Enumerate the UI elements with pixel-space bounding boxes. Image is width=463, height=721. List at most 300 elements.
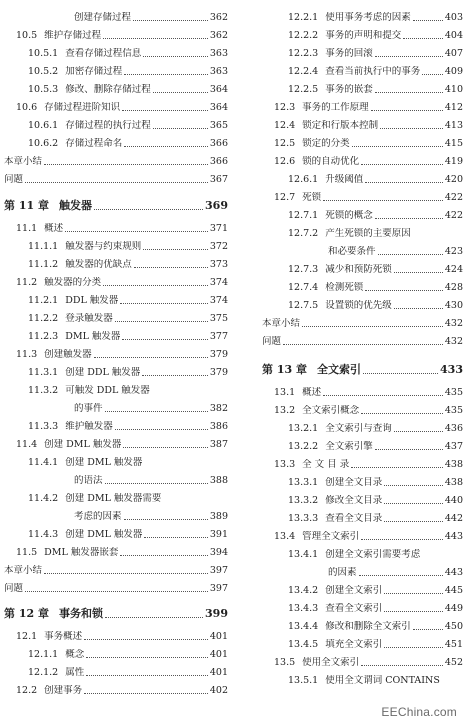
toc-page-number: 362 [209, 30, 228, 41]
toc-page-number: 419 [444, 156, 463, 167]
toc-entry-title: 存储过程的执行过程 [65, 120, 151, 131]
toc-chapter-entry [0, 199, 228, 213]
toc-page-number: 437 [444, 441, 463, 452]
watermark-text: EEChina.com [381, 705, 457, 719]
toc-entry-number: 11.3 [16, 349, 38, 360]
toc-entry [262, 423, 463, 435]
toc-entry-title: 存储过程命名 [65, 138, 123, 149]
toc-entry [0, 223, 228, 235]
toc-leader-dots [86, 675, 208, 676]
toc-entry-title: 本章小结 [4, 565, 43, 576]
toc-entry-title: 修改、删除存储过程 [65, 84, 151, 95]
toc-leader-dots [94, 357, 208, 358]
toc-page-number: 366 [209, 156, 228, 167]
toc-entry-title: 全 文 目 录 [302, 459, 350, 470]
toc-leader-dots [44, 164, 208, 165]
toc-page-number: 373 [209, 259, 228, 270]
toc-leader-dots [103, 285, 208, 286]
toc-leader-dots [120, 303, 208, 304]
toc-entry [262, 567, 463, 579]
toc-entry [262, 441, 463, 453]
toc-entry-number: 10.6 [16, 102, 38, 113]
toc-leader-dots [361, 164, 443, 165]
toc-entry-number: 第 11 章 [4, 199, 49, 212]
toc-leader-dots [384, 485, 443, 486]
toc-entry-title: 概述 [302, 387, 322, 398]
toc-entry-number: 11.2.2 [28, 313, 59, 324]
toc-entry-title: 锁定的分类 [302, 138, 350, 149]
toc-entry-title: 触发器与约束规则 [65, 241, 142, 252]
toc-page-number: 389 [209, 511, 228, 522]
toc-leader-dots [105, 483, 208, 484]
toc-leader-dots [384, 611, 443, 612]
toc-page-number: 401 [209, 631, 228, 642]
toc-entry-title: DML 触发器 [65, 331, 121, 342]
toc-entry-number: 11.4.1 [28, 457, 59, 468]
toc-leader-dots [153, 92, 208, 93]
toc-entry-title: 存储过程进阶知识 [44, 102, 121, 113]
toc-page-number: 402 [209, 685, 228, 696]
toc-entry-number: 13.4.4 [288, 621, 319, 632]
toc-page-number: 364 [209, 102, 228, 113]
toc-entry-title: 修改全文目录 [325, 495, 383, 506]
toc-entry [262, 246, 463, 258]
toc-leader-dots [134, 267, 208, 268]
toc-page-number: 394 [209, 547, 228, 558]
toc-leader-dots [394, 272, 443, 273]
toc-entry [262, 603, 463, 615]
toc-page-number: 401 [209, 667, 228, 678]
toc-entry-number: 13.3.1 [288, 477, 319, 488]
toc-page-number: 443 [444, 567, 463, 578]
toc-entry [0, 439, 228, 451]
toc-entry [0, 313, 228, 325]
toc-entry [262, 84, 463, 96]
toc-entry-title: 事务概述 [44, 631, 83, 642]
toc-page-number: 438 [444, 459, 463, 470]
toc-page-number: 403 [444, 12, 463, 23]
toc-leader-dots [380, 128, 443, 129]
toc-entry [262, 12, 463, 24]
toc-entry-title: 全文索引擎 [325, 441, 373, 452]
toc-page-number: 375 [209, 313, 228, 324]
toc-entry-number: 12.2.4 [288, 66, 319, 77]
toc-page-number: 423 [444, 246, 463, 257]
toc-entry-title: 考虑的因素 [74, 511, 122, 522]
toc-entry-title: 事务和锁 [58, 607, 103, 620]
toc-entry-title: 登录触发器 [65, 313, 113, 324]
toc-entry-number: 13.2 [274, 405, 296, 416]
toc-entry-number: 11.2 [16, 277, 38, 288]
toc-entry-number: 13.5.1 [288, 675, 319, 686]
toc-entry [0, 421, 228, 433]
toc-page-number: 372 [209, 241, 228, 252]
toc-leader-dots [378, 254, 443, 255]
toc-entry-title: 死锁的概念 [325, 210, 373, 221]
toc-page-number: 399 [205, 607, 228, 620]
toc-entry [262, 102, 463, 114]
toc-leader-dots [365, 182, 443, 183]
toc-entry-number: 10.6.2 [28, 138, 59, 149]
toc-entry-title: 创建 DDL 触发器 [65, 367, 141, 378]
toc-leader-dots [394, 308, 443, 309]
toc-leader-dots [143, 249, 208, 250]
toc-entry [262, 531, 463, 543]
toc-entry-number: 13.2.1 [288, 423, 319, 434]
toc-entry [0, 403, 228, 415]
toc-entry-number: 11.3.1 [28, 367, 59, 378]
toc-entry [262, 639, 463, 651]
toc-leader-dots [361, 413, 443, 414]
toc-page-number: 452 [444, 657, 463, 668]
toc-page-number: 363 [209, 48, 228, 59]
toc-page-number: 435 [444, 387, 463, 398]
toc-page-number: 388 [209, 475, 228, 486]
toc-entry-title: 锁定和行版本控制 [302, 120, 379, 131]
toc-entry [262, 621, 463, 633]
toc-entry-title: 事务的工作原理 [302, 102, 369, 113]
toc-entry [0, 174, 228, 186]
toc-page-number: 401 [209, 649, 228, 660]
toc-entry [262, 48, 463, 60]
toc-leader-dots [65, 231, 208, 232]
toc-page-number: 445 [444, 585, 463, 596]
toc-page-number: 410 [444, 84, 463, 95]
toc-leader-dots [359, 575, 443, 576]
toc-entry-number: 10.5.3 [28, 84, 59, 95]
toc-entry [0, 583, 228, 595]
toc-leader-dots [352, 146, 443, 147]
toc-page-number: 377 [209, 331, 228, 342]
toc-entry [0, 259, 228, 271]
toc-page-number: 367 [209, 174, 228, 185]
toc-entry-title: 修改和删除全文索引 [325, 621, 411, 632]
toc-leader-dots [375, 92, 443, 93]
toc-entry [0, 349, 228, 361]
toc-leader-dots [283, 344, 443, 345]
toc-leader-dots [403, 38, 443, 39]
toc-entry-title: 触发器的优缺点 [65, 259, 132, 270]
toc-leader-dots [105, 617, 203, 618]
toc-entry [0, 385, 228, 397]
toc-leader-dots [384, 647, 443, 648]
toc-entry-title: 触发器的分类 [44, 277, 102, 288]
toc-entry [262, 405, 463, 417]
toc-entry-number: 11.1.2 [28, 259, 59, 270]
toc-entry-title: 创建全文目录 [325, 477, 383, 488]
toc-entry-title: 升级阈值 [325, 174, 364, 185]
toc-entry [0, 156, 228, 168]
toc-entry-title: 管理全文索引 [302, 531, 360, 542]
toc-entry-number: 第 12 章 [4, 607, 49, 620]
toc-page-number: 432 [444, 318, 463, 329]
toc-entry-number: 12.1.2 [28, 667, 59, 678]
toc-page-number: 432 [444, 336, 463, 347]
toc-entry-number: 11.4.2 [28, 493, 59, 504]
toc-entry-number: 12.7.3 [288, 264, 319, 275]
toc-page-number: 374 [209, 277, 228, 288]
toc-leader-dots [371, 110, 443, 111]
toc-entry-number: 11.2.3 [28, 331, 59, 342]
toc-entry-number: 13.1 [274, 387, 296, 398]
toc-entry [262, 120, 463, 132]
toc-entry-title: 维护触发器 [65, 421, 113, 432]
toc-page-number: 422 [444, 192, 463, 203]
toc-page-number: 415 [444, 138, 463, 149]
toc-entry-number: 12.5 [274, 138, 296, 149]
toc-entry-title: 死锁 [302, 192, 322, 203]
toc-leader-dots [413, 629, 443, 630]
toc-leader-dots [120, 555, 208, 556]
toc-entry [0, 685, 228, 697]
toc-entry [0, 12, 228, 24]
toc-page-number: 433 [440, 363, 463, 376]
toc-entry-title: 填充全文索引 [325, 639, 383, 650]
toc-entry-title: 问题 [4, 174, 24, 185]
toc-entry-number: 11.3.3 [28, 421, 59, 432]
toc-page-number: 363 [209, 66, 228, 77]
toc-entry-title: 和必要条件 [328, 246, 376, 257]
toc-entry-title: 减少和预防死锁 [325, 264, 392, 275]
toc-leader-dots [124, 519, 208, 520]
toc-leader-dots [153, 128, 208, 129]
toc-entry [262, 387, 463, 399]
toc-entry-number: 10.6.1 [28, 120, 59, 131]
toc-page-number: 397 [209, 565, 228, 576]
toc-entry-title: 全文索引与查询 [325, 423, 392, 434]
toc-entry-number: 第 13 章 [262, 363, 307, 376]
toc-entry-title: 本章小结 [4, 156, 43, 167]
toc-entry [0, 667, 228, 679]
toc-entry [262, 513, 463, 525]
toc-entry-title: 的事件 [74, 403, 103, 414]
toc-page-number: 440 [444, 495, 463, 506]
toc-entry-title: 创建事务 [44, 685, 83, 696]
toc-page-number: 422 [444, 210, 463, 221]
toc-entry [262, 300, 463, 312]
toc-entry [262, 30, 463, 42]
toc-entry [262, 138, 463, 150]
toc-entry [0, 493, 228, 505]
toc-entry-number: 10.5.1 [28, 48, 59, 59]
toc-leader-dots [351, 467, 443, 468]
toc-entry-title: 创建存储过程 [74, 12, 132, 23]
toc-leader-dots [103, 38, 208, 39]
toc-entry-number: 11.5 [16, 547, 38, 558]
toc-entry-number: 12.2.1 [288, 12, 319, 23]
toc-page-number: 366 [209, 138, 228, 149]
toc-entry-number: 13.4.5 [288, 639, 319, 650]
toc-entry [262, 174, 463, 186]
toc-leader-dots [133, 20, 208, 21]
toc-leader-dots [142, 375, 208, 376]
toc-right-column [262, 0, 463, 721]
toc-entry [262, 585, 463, 597]
toc-entry-number: 12.7.1 [288, 210, 319, 221]
toc-page-number: 365 [209, 120, 228, 131]
toc-entry-title: 创建全文索引 [325, 585, 383, 596]
toc-entry-title: 产生死锁的主要原因 [325, 228, 411, 239]
toc-leader-dots [384, 503, 443, 504]
toc-leader-dots [413, 20, 443, 21]
toc-page-number: 430 [444, 300, 463, 311]
toc-entry-number: 12.3 [274, 102, 296, 113]
toc-entry-title: DML 触发器嵌套 [44, 547, 119, 558]
toc-entry-number: 13.4.3 [288, 603, 319, 614]
toc-page-number: 412 [444, 102, 463, 113]
toc-entry-number: 13.4 [274, 531, 296, 542]
toc-entry-number: 11.1.1 [28, 241, 59, 252]
toc-entry [262, 495, 463, 507]
toc-leader-dots [361, 665, 443, 666]
toc-leader-dots [122, 339, 207, 340]
toc-entry [262, 228, 463, 240]
toc-entry [0, 367, 228, 379]
toc-entry [0, 138, 228, 150]
toc-entry-number: 12.1.1 [28, 649, 59, 660]
toc-entry-title: 事务的嵌套 [325, 84, 373, 95]
toc-page-number: 387 [209, 439, 228, 450]
toc-page-number: 364 [209, 84, 228, 95]
toc-entry-number: 12.2 [16, 685, 38, 696]
toc-entry [0, 631, 228, 643]
toc-entry-title: 概述 [44, 223, 64, 234]
toc-page-number: 371 [209, 223, 228, 234]
toc-entry-title: 查看当前执行中的事务 [325, 66, 421, 77]
toc-entry-number: 10.5.2 [28, 66, 59, 77]
toc-entry-title: 的因素 [328, 567, 357, 578]
toc-page-number: 379 [209, 367, 228, 378]
toc-page-number: 438 [444, 477, 463, 488]
toc-page-number: 379 [209, 349, 228, 360]
toc-leader-dots [115, 321, 208, 322]
toc-leader-dots [115, 429, 208, 430]
toc-entry-title: 本章小结 [262, 318, 301, 329]
toc-entry [0, 295, 228, 307]
toc-entry-number: 11.3.2 [28, 385, 59, 396]
toc-page-number: 420 [444, 174, 463, 185]
toc-entry-number: 11.2.1 [28, 295, 59, 306]
toc-entry [262, 549, 463, 561]
toc-leader-dots [361, 539, 443, 540]
toc-leader-dots [375, 56, 443, 57]
toc-chapter-entry [262, 363, 463, 377]
toc-entry [0, 529, 228, 541]
toc-entry-title: 创建 DML 触发器 [65, 457, 143, 468]
toc-entry-title: 概念 [65, 649, 85, 660]
toc-leader-dots [25, 591, 208, 592]
toc-entry-title: 设置锁的优先级 [325, 300, 392, 311]
toc-entry [262, 264, 463, 276]
toc-entry-number: 11.4.3 [28, 529, 59, 540]
toc-entry-number: 12.2.5 [288, 84, 319, 95]
toc-entry-number: 12.6.1 [288, 174, 319, 185]
toc-page-number: 450 [444, 621, 463, 632]
toc-page-number: 449 [444, 603, 463, 614]
toc-entry [0, 48, 228, 60]
toc-page-number: 435 [444, 405, 463, 416]
toc-leader-dots [86, 657, 208, 658]
toc-entry-title: 查看全文索引 [325, 603, 383, 614]
toc-entry-title: 事务的声明和提交 [325, 30, 402, 41]
toc-entry-title: 创建 DML 触发器 [44, 439, 122, 450]
toc-entry [0, 84, 228, 96]
toc-entry-title: 查看全文目录 [325, 513, 383, 524]
toc-leader-dots [302, 326, 443, 327]
toc-leader-dots [84, 639, 208, 640]
toc-page-number: 409 [444, 66, 463, 77]
toc-entry [0, 475, 228, 487]
toc-page-number: 404 [444, 30, 463, 41]
toc-page-number: 391 [209, 529, 228, 540]
toc-entry-title: 属性 [65, 667, 85, 678]
toc-leader-dots [422, 74, 443, 75]
toc-entry [0, 30, 228, 42]
toc-leader-dots [144, 537, 207, 538]
toc-entry-title: 触发器 [58, 199, 92, 212]
toc-page-number: 382 [209, 403, 228, 414]
toc-entry [0, 66, 228, 78]
toc-entry [262, 66, 463, 78]
toc-entry-title: 使用全文索引 [302, 657, 360, 668]
toc-leader-dots [375, 449, 443, 450]
toc-entry-number: 12.7.2 [288, 228, 319, 239]
toc-entry-title: 创建 DML 触发器需要 [65, 493, 162, 504]
toc-entry-title: 问题 [4, 583, 24, 594]
toc-leader-dots [123, 447, 208, 448]
toc-leader-dots [363, 373, 438, 374]
toc-leader-dots [25, 182, 208, 183]
toc-chapter-entry [0, 607, 228, 621]
toc-entry-title: 创建全文索引需要考虑 [325, 549, 421, 560]
toc-entry [262, 192, 463, 204]
toc-leader-dots [124, 74, 208, 75]
toc-entry-title: 使用事务考虑的因素 [325, 12, 411, 23]
toc-entry-number: 11.4 [16, 439, 38, 450]
toc-entry [262, 477, 463, 489]
toc-leader-dots [44, 573, 208, 574]
toc-entry [0, 120, 228, 132]
toc-leader-dots [105, 411, 208, 412]
toc-leader-dots [84, 693, 208, 694]
toc-entry-number: 12.2.3 [288, 48, 319, 59]
toc-entry-number: 12.7.5 [288, 300, 319, 311]
toc-entry-title: 全文索引 [316, 363, 361, 376]
toc-entry-title: 创建触发器 [44, 349, 92, 360]
toc-entry-title: 检测死锁 [325, 282, 364, 293]
toc-entry-number: 10.5 [16, 30, 38, 41]
toc-entry [0, 649, 228, 661]
toc-entry-number: 13.4.1 [288, 549, 319, 560]
toc-page-number: 442 [444, 513, 463, 524]
toc-entry [262, 156, 463, 168]
toc-entry-title: 加密存储过程 [65, 66, 123, 77]
toc-leader-dots [323, 395, 443, 396]
toc-leader-dots [384, 521, 443, 522]
toc-entry-number: 13.3 [274, 459, 296, 470]
toc-leader-dots [122, 110, 208, 111]
toc-entry [0, 565, 228, 577]
toc-entry-title: 创建 DML 触发器 [65, 529, 143, 540]
toc-entry-number: 12.7.4 [288, 282, 319, 293]
toc-entry-title: 事务的回滚 [325, 48, 373, 59]
toc-entry [262, 282, 463, 294]
toc-entry [262, 318, 463, 330]
toc-page-number: 397 [209, 583, 228, 594]
toc-entry-title: 可触发 DDL 触发器 [65, 385, 150, 396]
toc-entry-title: 的语法 [74, 475, 103, 486]
toc-leader-dots [323, 200, 443, 201]
